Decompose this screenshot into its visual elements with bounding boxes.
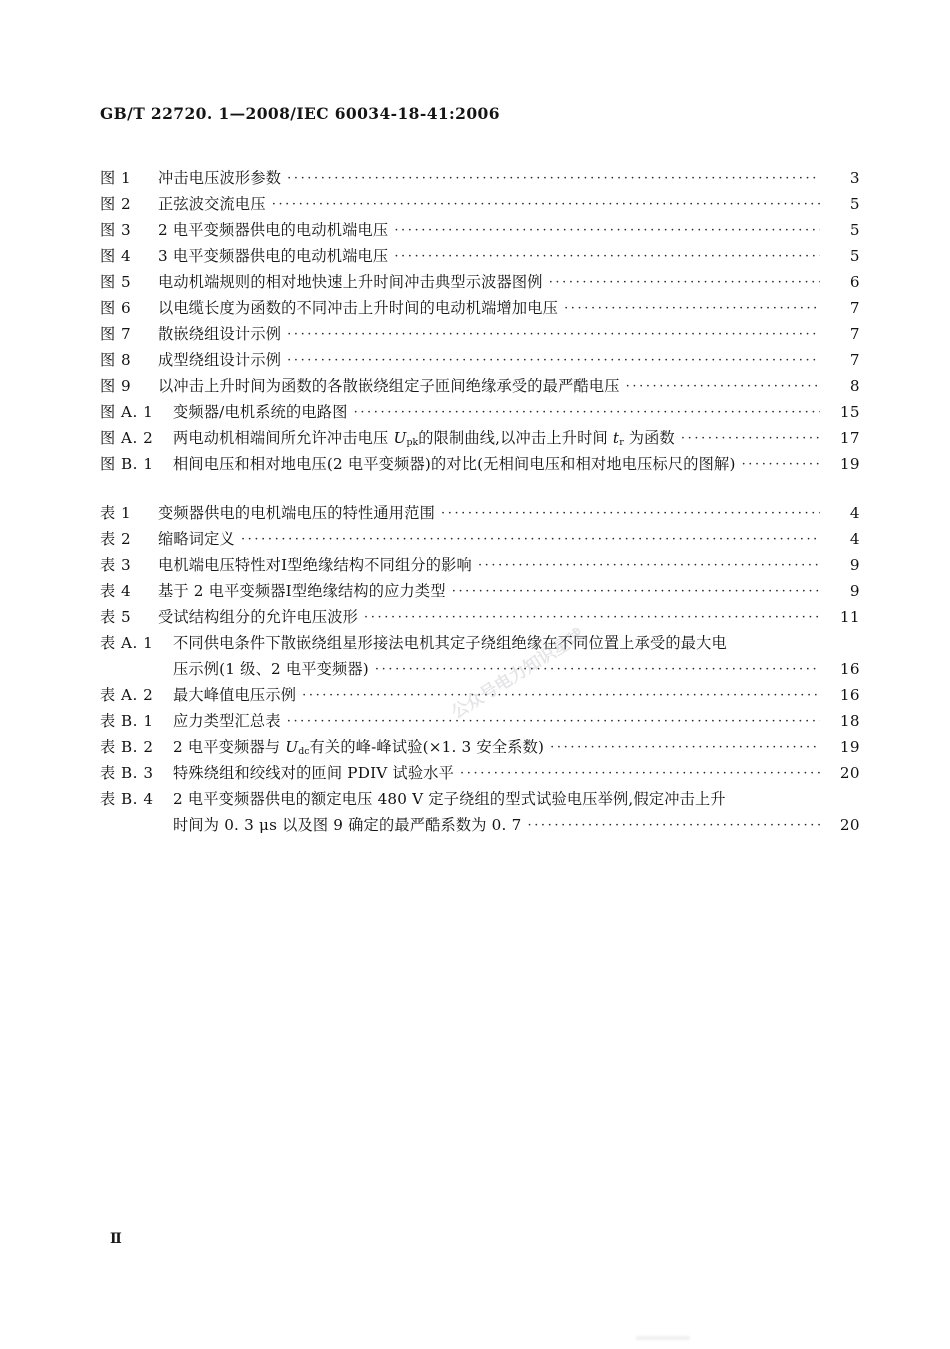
- table-list-item: [100, 710, 860, 736]
- table-list-item: [100, 684, 860, 710]
- table-label: 表 1: [100, 504, 132, 522]
- figure-list-item: [100, 453, 860, 479]
- figure-title-segment: 的限制曲线,以冲击上升时间: [418, 429, 613, 447]
- figure-title: 冲击电压波形参数: [158, 169, 282, 187]
- figure-title: 散嵌绕组设计示例: [158, 325, 282, 343]
- figure-title: 以电缆长度为函数的不同冲击上升时间的电动机端增加电压: [158, 299, 559, 317]
- dot-leader: [626, 379, 820, 394]
- table-title-segment: 2 电平变频器与: [173, 738, 286, 756]
- figure-page-number: 7: [849, 299, 860, 317]
- table-list-item: [100, 606, 860, 632]
- table-title-continued: 时间为 0. 3 μs 以及图 9 确定的最严酷系数为 0. 7: [173, 816, 522, 834]
- table-title: 缩略词定义: [158, 530, 235, 548]
- table-list-item: [100, 632, 860, 658]
- table-list-item: [100, 788, 860, 814]
- figure-label: 图 B. 1: [100, 455, 154, 473]
- figure-list-item: [100, 167, 860, 193]
- figure-label: 图 2: [100, 195, 132, 213]
- table-page-number: 9: [849, 556, 860, 574]
- figure-page-number: 19: [839, 455, 860, 473]
- table-list-item-continuation: [100, 814, 860, 840]
- table-title-segment: 有关的峰-峰试验(×1. 3 安全系数): [309, 738, 545, 756]
- table-label: 表 B. 4: [100, 790, 154, 808]
- figure-page-number: 6: [849, 273, 860, 291]
- watermark: 公众号电力知识星球: [448, 625, 589, 724]
- dot-leader: [375, 662, 820, 677]
- dot-leader: [241, 532, 820, 547]
- figure-label: 图 1: [100, 169, 132, 187]
- table-page-number: 11: [839, 608, 860, 626]
- figure-title: 相间电压和相对地电压(2 电平变频器)的对比(无相间电压和相对地电压标尺的图解): [173, 455, 736, 473]
- dot-leader: [550, 740, 820, 755]
- figure-title: 3 电平变频器供电的电动机端电压: [158, 247, 389, 265]
- table-list-item-continuation: [100, 658, 860, 684]
- table-title: 最大峰值电压示例: [173, 686, 297, 704]
- table-label: 表 B. 2: [100, 738, 154, 756]
- figure-page-number: 8: [849, 377, 860, 395]
- figure-title: 成型绕组设计示例: [158, 351, 282, 369]
- table-title: 变频器供电的电机端电压的特性通用范围: [158, 504, 435, 522]
- scan-artifact: [636, 1336, 690, 1340]
- table-title: 应力类型汇总表: [173, 712, 281, 730]
- table-page-number: 9: [849, 582, 860, 600]
- table-page-number: 4: [849, 530, 860, 548]
- figure-title: [163, 427, 681, 448]
- variable-udc: U: [285, 738, 299, 756]
- figure-list-item: [100, 323, 860, 349]
- subscript-pk: pk: [406, 437, 419, 449]
- figure-page-number: 7: [849, 325, 860, 343]
- dot-leader: [272, 197, 820, 212]
- table-list-item: [100, 502, 860, 528]
- table-label: 表 A. 1: [100, 634, 154, 652]
- table-page-number: 16: [839, 686, 860, 704]
- dot-leader: [302, 688, 820, 703]
- variable-upk: U: [393, 429, 407, 447]
- table-title: 受试结构组分的允许电压波形: [158, 608, 359, 626]
- variable-tr: t: [612, 429, 620, 447]
- figure-page-number: 15: [839, 403, 860, 421]
- figure-title-segment: 为函数: [623, 429, 675, 447]
- table-title: 不同供电条件下散嵌绕组星形接法电机其定子绕组绝缘在不同位置上承受的最大电: [173, 634, 727, 652]
- figure-list-item: [100, 401, 860, 427]
- figure-title: 电动机端规则的相对地快速上升时间冲击典型示波器图例: [158, 273, 543, 291]
- figure-page-number: 5: [849, 195, 860, 213]
- table-page-number: 20: [839, 816, 860, 834]
- table-title: 特殊绕组和绞线对的匝间 PDIV 试验水平: [173, 764, 455, 782]
- figure-list-item: [100, 375, 860, 401]
- dot-leader: [681, 431, 820, 446]
- table-list-item: [100, 736, 860, 762]
- figure-label: 图 8: [100, 351, 132, 369]
- table-page-number: 18: [839, 712, 860, 730]
- figure-list-item: [100, 271, 860, 297]
- figure-label: 图 4: [100, 247, 132, 265]
- dot-leader: [460, 766, 820, 781]
- table-page-number: 16: [839, 660, 860, 678]
- figure-list: [100, 167, 860, 479]
- figure-page-number: 17: [839, 429, 860, 447]
- figure-title: 正弦波交流电压: [158, 195, 266, 213]
- figure-label: 图 9: [100, 377, 132, 395]
- table-list: [100, 502, 860, 840]
- subscript-r: r: [619, 437, 624, 449]
- table-title: 2 电平变频器供电的额定电压 480 V 定子绕组的型式试验电压举例,假定冲击上升: [173, 790, 726, 808]
- dot-leader: [441, 506, 820, 521]
- figure-title-segment: 两电动机相端间所允许冲击电压: [173, 429, 394, 447]
- dot-leader: [742, 457, 820, 472]
- dot-leader: [527, 818, 820, 833]
- figure-list-item: [100, 219, 860, 245]
- table-page-number: 4: [849, 504, 860, 522]
- table-label: 表 B. 3: [100, 764, 154, 782]
- table-title: [163, 736, 550, 757]
- table-list-item: [100, 580, 860, 606]
- figure-title: 以冲击上升时间为函数的各散嵌绕组定子匝间绝缘承受的最严酷电压: [158, 377, 620, 395]
- table-label: 表 A. 2: [100, 686, 154, 704]
- subscript-dc: dc: [298, 746, 310, 758]
- figure-page-number: 3: [849, 169, 860, 187]
- table-list-item: [100, 528, 860, 554]
- table-label: 表 B. 1: [100, 712, 154, 730]
- document-header-standard-number: GB/T 22720. 1—2008/IEC 60034-18-41:2006: [100, 104, 500, 123]
- table-title: 电机端电压特性对Ⅰ型绝缘结构不同组分的影响: [158, 556, 472, 574]
- table-label: 表 4: [100, 582, 132, 600]
- figure-label: 图 7: [100, 325, 132, 343]
- figure-list-item: [100, 193, 860, 219]
- dot-leader: [549, 275, 820, 290]
- figure-label: 图 6: [100, 299, 132, 317]
- figure-list-item: [100, 245, 860, 271]
- figure-title: 2 电平变频器供电的电动机端电压: [158, 221, 389, 239]
- figure-label: 图 5: [100, 273, 132, 291]
- page-folio: Ⅱ: [110, 1231, 123, 1247]
- dot-leader: [364, 610, 820, 625]
- table-title-continued: 压示例(1 级、2 电平变频器): [173, 660, 369, 678]
- table-list-item: [100, 762, 860, 788]
- dot-leader: [287, 327, 820, 342]
- dot-leader: [287, 353, 820, 368]
- table-title: 基于 2 电平变频器Ⅰ型绝缘结构的应力类型: [158, 582, 446, 600]
- dot-leader: [287, 714, 820, 729]
- figure-title: 变频器/电机系统的电路图: [173, 403, 348, 421]
- table-page-number: 20: [839, 764, 860, 782]
- dot-leader: [452, 584, 820, 599]
- dot-leader: [354, 405, 820, 420]
- figure-list-item: [100, 297, 860, 323]
- figure-page-number: 5: [849, 221, 860, 239]
- figure-label: 图 A. 1: [100, 403, 154, 421]
- figure-page-number: 5: [849, 247, 860, 265]
- table-list-item: [100, 554, 860, 580]
- dot-leader: [564, 301, 820, 316]
- dot-leader: [394, 223, 820, 238]
- dot-leader: [287, 171, 820, 186]
- figure-list-item: [100, 427, 860, 453]
- dot-leader: [394, 249, 820, 264]
- table-label: 表 5: [100, 608, 132, 626]
- table-page-number: 19: [839, 738, 860, 756]
- table-label: 表 3: [100, 556, 132, 574]
- figure-page-number: 7: [849, 351, 860, 369]
- table-label: 表 2: [100, 530, 132, 548]
- figure-label: 图 A. 2: [100, 429, 154, 447]
- figure-label: 图 3: [100, 221, 132, 239]
- figure-list-item: [100, 349, 860, 375]
- dot-leader: [478, 558, 820, 573]
